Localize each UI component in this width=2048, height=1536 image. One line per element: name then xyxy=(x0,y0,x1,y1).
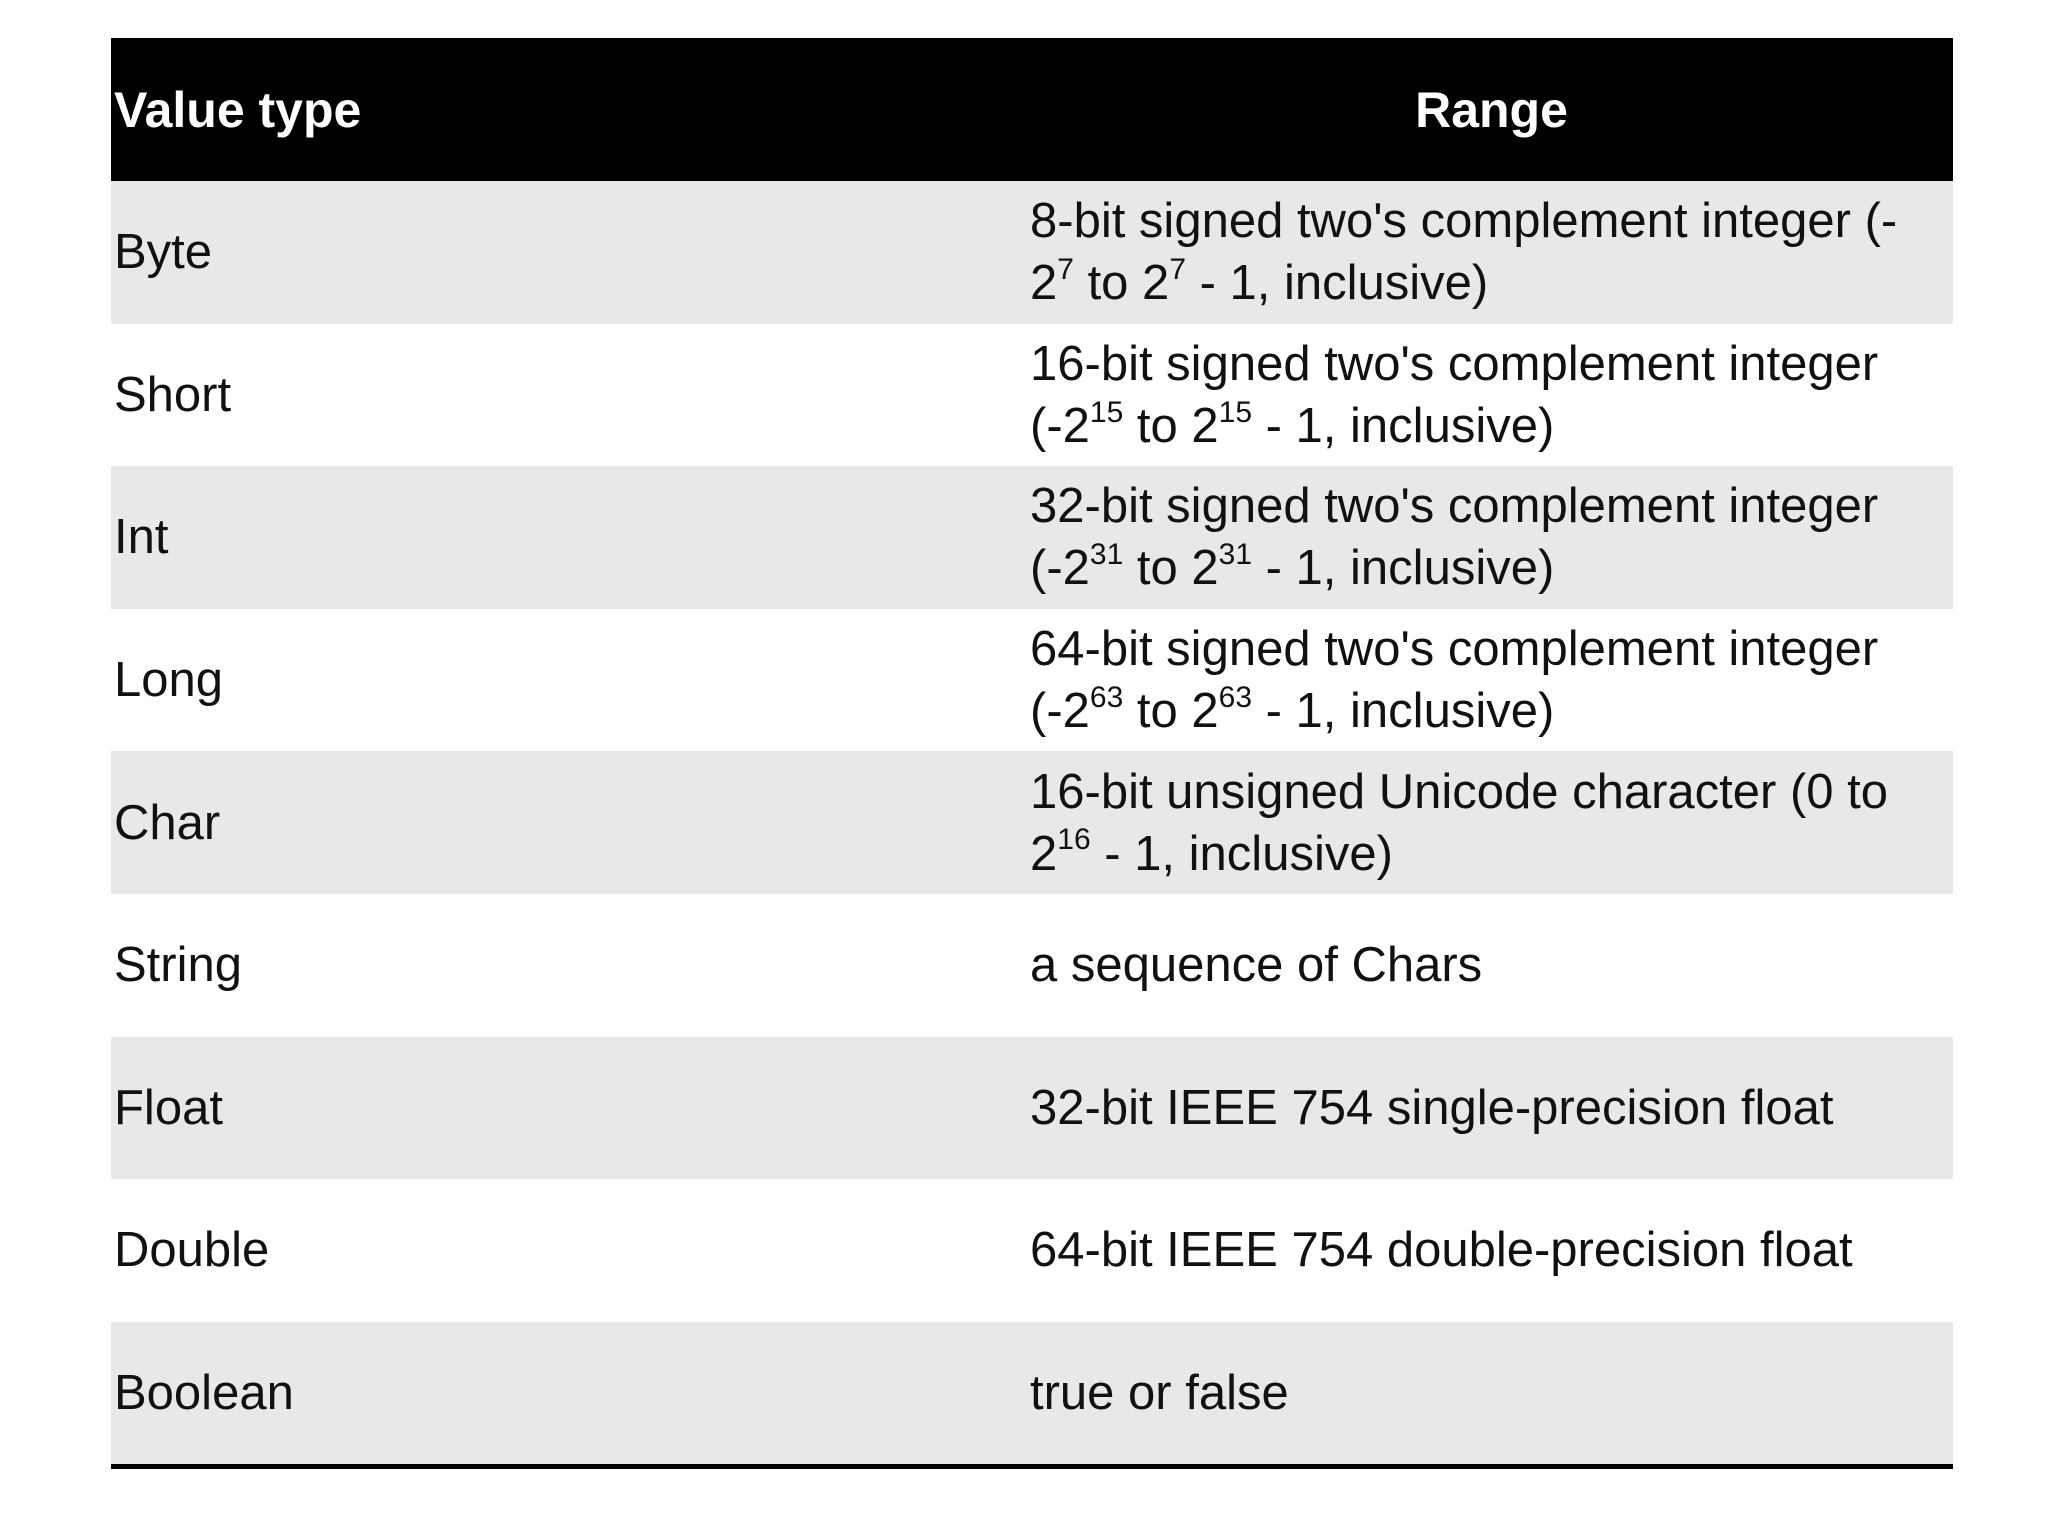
range-text: 32-bit signed two's complement integer xyxy=(1030,479,1879,534)
cell-value-type: Int xyxy=(114,510,169,565)
table-row xyxy=(111,181,1953,324)
range-text: to xyxy=(1123,541,1192,596)
range-text: - 1, inclusive) xyxy=(1252,541,1555,596)
table-row xyxy=(111,324,1953,467)
power-base: 2 xyxy=(1062,398,1090,453)
power-exponent: 63 xyxy=(1089,680,1124,714)
power-exponent: 7 xyxy=(1169,252,1186,286)
range-text: (- xyxy=(1030,684,1063,739)
table-bottom-rule xyxy=(111,1464,1953,1469)
range-text: 64-bit signed two's complement integer xyxy=(1030,622,1879,677)
power-base: 2 xyxy=(1142,256,1170,311)
table-row xyxy=(111,894,1953,1037)
range-text: 16-bit unsigned Unicode character (0 to xyxy=(1030,764,1889,819)
table-body xyxy=(111,181,1953,1464)
cell-value-type: Byte xyxy=(114,225,213,280)
range-text: (- xyxy=(1030,541,1063,596)
cell-range xyxy=(1030,1219,1953,1281)
cell-value-type: Boolean xyxy=(114,1366,294,1421)
table-row xyxy=(111,1179,1953,1322)
cell-value-type: Long xyxy=(114,653,224,708)
header-value-type: Value type xyxy=(114,81,362,138)
cell-range xyxy=(1030,618,1953,742)
power-exponent: 31 xyxy=(1089,538,1124,572)
range-text: to xyxy=(1073,256,1143,311)
power-base: 2 xyxy=(1030,826,1058,881)
table-row xyxy=(111,1322,1953,1465)
range-text: 64-bit IEEE 754 double-precision float xyxy=(1030,1223,1853,1278)
range-text: 16-bit signed two's complement integer xyxy=(1030,336,1879,391)
cell-value-type: Short xyxy=(114,367,232,422)
power-exponent: 63 xyxy=(1218,680,1253,714)
table-row xyxy=(111,1037,1953,1180)
cell-range xyxy=(1030,333,1953,457)
value-type-table xyxy=(111,38,1953,1469)
power-exponent: 15 xyxy=(1089,395,1124,429)
range-text: - 1, inclusive) xyxy=(1090,826,1393,881)
power-exponent: 31 xyxy=(1218,538,1253,572)
cell-value-type: Char xyxy=(114,795,221,850)
power-exponent: 16 xyxy=(1057,823,1091,857)
range-text: true or false xyxy=(1030,1366,1289,1421)
cell-range xyxy=(1030,475,1953,599)
cell-value-type: Float xyxy=(114,1080,223,1135)
table-row xyxy=(111,751,1953,894)
range-text: 32-bit IEEE 754 single-precision float xyxy=(1030,1080,1834,1135)
range-text: to xyxy=(1123,398,1192,453)
power-exponent: 15 xyxy=(1218,395,1253,429)
power-base: 2 xyxy=(1191,398,1219,453)
range-text: - 1, inclusive) xyxy=(1252,684,1555,739)
table-header-row xyxy=(111,38,1953,181)
cell-range xyxy=(1030,934,1953,996)
cell-range xyxy=(1030,1077,1953,1139)
cell-value-type: String xyxy=(114,938,243,993)
power-base: 2 xyxy=(1030,256,1058,311)
range-text: - 1, inclusive) xyxy=(1252,398,1555,453)
power-base: 2 xyxy=(1062,684,1090,739)
range-text: 8-bit signed two's complement integer (- xyxy=(1030,194,1898,249)
range-text: - 1, inclusive) xyxy=(1186,256,1489,311)
power-exponent: 7 xyxy=(1057,252,1074,286)
table-row xyxy=(111,609,1953,752)
header-range: Range xyxy=(1415,81,1568,138)
cell-range xyxy=(1030,1362,1953,1424)
table-row xyxy=(111,466,1953,609)
cell-value-type: Double xyxy=(114,1223,270,1278)
cell-range xyxy=(1030,190,1953,314)
range-text: to xyxy=(1123,684,1192,739)
power-base: 2 xyxy=(1062,541,1090,596)
range-text: a sequence of Chars xyxy=(1030,938,1483,993)
cell-range xyxy=(1030,761,1953,885)
power-base: 2 xyxy=(1191,684,1219,739)
power-base: 2 xyxy=(1191,541,1219,596)
range-text: (- xyxy=(1030,398,1063,453)
